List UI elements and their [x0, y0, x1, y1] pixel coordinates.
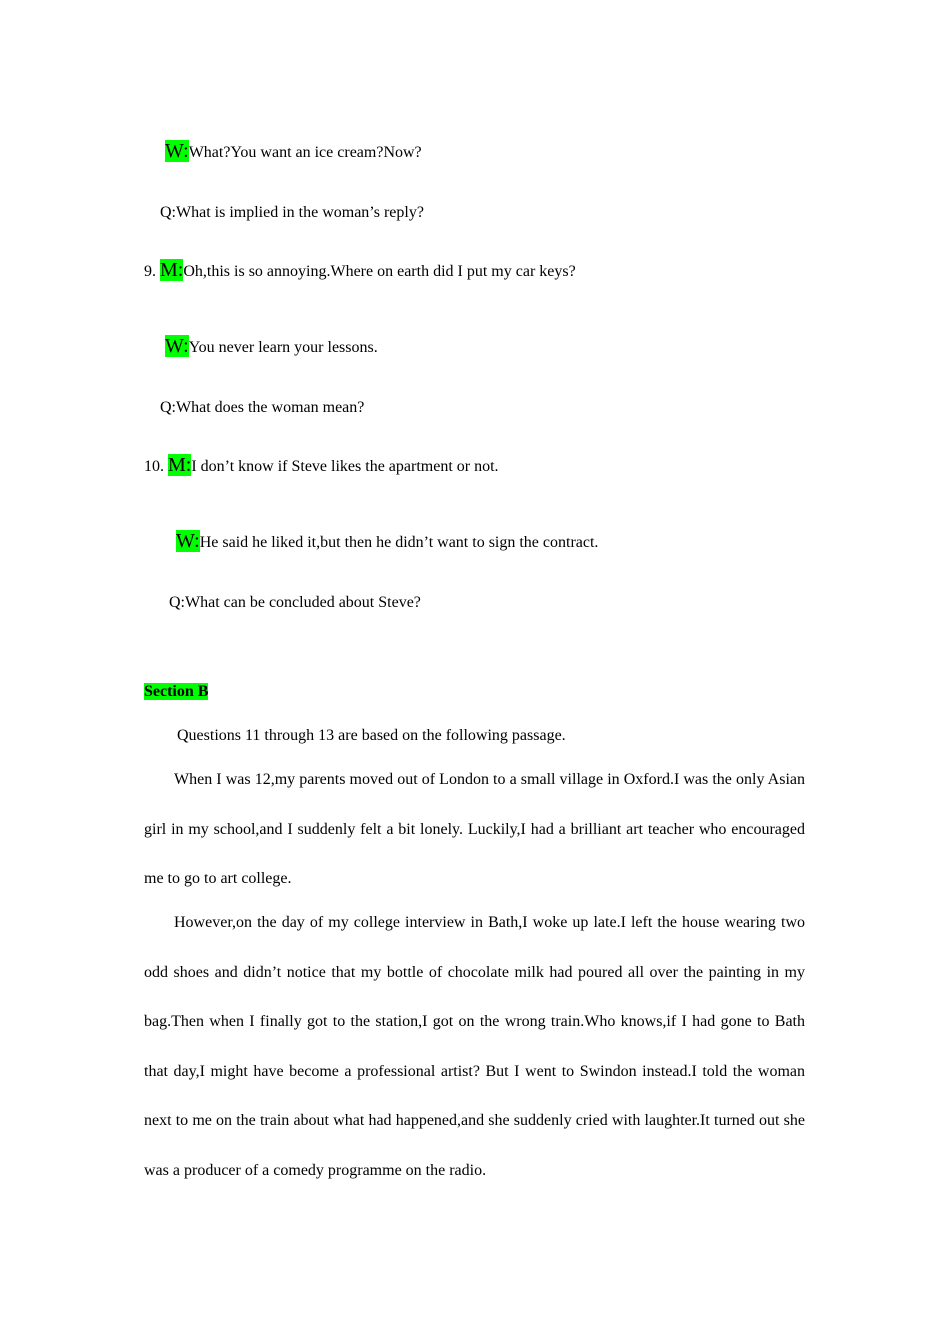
dialogue-text: You never learn your lessons. [188, 339, 378, 356]
dialogue-line [165, 141, 422, 163]
question-line: Q:What does the woman mean? [160, 399, 365, 416]
question-number: 10. [144, 458, 164, 475]
speaker-label: W: [165, 335, 189, 357]
question-number: 9. [144, 263, 156, 280]
dialogue-line [176, 531, 598, 553]
section-heading [144, 682, 208, 702]
section-heading-text: Section B [144, 683, 209, 700]
dialogue-text: He said he liked it,but then he didn’t want to sign the contract. [199, 534, 599, 551]
dialogue-text: What?You want an ice cream?Now? [188, 144, 422, 161]
passage-paragraph: However,on the day of my college interview in Bath,I woke up late.I left the house wearing two odd shoes and didn’t notice that my bottle of chocolate milk had poured all over the painting in my bag.Then when I finally got to the station,I got on the wrong train.Who knows,if I had gone to Bath that day,I might have become a professional artist? But I went to Swindon instead.I told the woman next to me on the train about what had happened,and she suddenly cried with laughter.It turned out she was a producer of a comedy programme on the radio. [144, 914, 805, 1179]
speaker-label: W: [176, 530, 200, 552]
passage-intro: Questions 11 through 13 are based on the following passage. [177, 727, 566, 744]
question-line: Q:What can be concluded about Steve? [169, 594, 421, 611]
dialogue-line [144, 455, 499, 477]
dialogue-text: Oh,this is so annoying.Where on earth did I put my car keys? [183, 263, 576, 280]
speaker-label: M: [160, 259, 184, 281]
question-line: Q:What is implied in the woman’s reply? [160, 204, 424, 221]
dialogue-line [165, 336, 378, 358]
speaker-label: M: [168, 454, 192, 476]
speaker-label: W: [165, 140, 189, 162]
passage-paragraph: When I was 12,my parents moved out of London to a small village in Oxford.I was the only Asian girl in my school,and I suddenly felt a bit lonely. Luckily,I had a brilliant art teacher who encouraged me to go to art college. [144, 771, 805, 888]
dialogue-text: I don’t know if Steve likes the apartment or not. [191, 458, 499, 475]
dialogue-line [144, 260, 576, 282]
